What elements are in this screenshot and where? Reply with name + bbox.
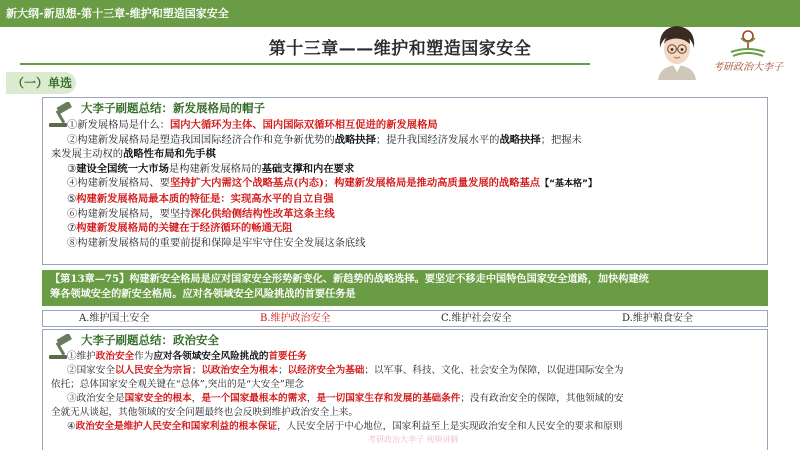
summary2-line-2: ②国家安全以人民安全为宗旨；以政治安全为根本；以经济安全为基础；以军事、科技、文化、社会安全为保障，以促进国际安全为 bbox=[67, 365, 624, 376]
brand-logo bbox=[703, 26, 793, 76]
summary2-line-3: 依托；总体国家安全观关键在“总体”,突出的是“大安全”理念 bbox=[51, 379, 304, 390]
summary-line-3: 来发展主动权的战略性布局和先手棋 bbox=[51, 148, 216, 161]
option-b-correct[interactable]: B.维护政治安全 bbox=[260, 313, 331, 324]
watermark: 考研政治大李子 视频讲解 bbox=[368, 435, 459, 444]
summary2-line-1: ①维护政治安全作为应对各领域安全风险挑战的首要任务 bbox=[67, 351, 307, 362]
option-d[interactable]: D.维护粮食安全 bbox=[622, 313, 693, 324]
question-line-2: 筹各领域安全的新安全格局。应对各领域安全风险挑战的首要任务是 bbox=[50, 288, 356, 300]
summary-line-2: ②构建新发展格局是塑造我国国际经济合作和竞争新优势的战略抉择；提升我国经济发展水平的战略抉择；把握未 bbox=[67, 133, 582, 146]
summary-title: 大李子刷题总结：政治安全 bbox=[81, 333, 219, 347]
breadcrumb: 新大纲-新思想-第十三章-维护和塑造国家安全 bbox=[6, 7, 229, 20]
option-a[interactable]: A.维护国土安全 bbox=[79, 313, 150, 324]
title-divider bbox=[20, 63, 590, 65]
summary2-line-4: ③政治安全是国家安全的根本，是一个国家最根本的需求，是一切国家生存和发展的基础条件；没有政治安全的保障，其他领域的安 bbox=[67, 393, 624, 404]
summary2-line-6: ④政治安全是维护人民安全和国家利益的根本保证，人民安全居于中心地位，国家利益至上是实现政治安全和人民安全的要求和原则 bbox=[67, 421, 623, 432]
summary2-line-5: 全就无从谈起，其他领域的安全问题最终也会反映到维护政治安全上来。 bbox=[51, 407, 358, 418]
answer-options bbox=[42, 310, 768, 327]
chapter-title: 第十三章——维护和塑造国家安全 bbox=[268, 39, 532, 59]
logo-text: 考研政治大李子 bbox=[713, 62, 783, 73]
summary-line-8: ⑦构建新发展格局的关键在于经济循环的畅通无阻 bbox=[67, 222, 293, 235]
teacher-avatar-icon bbox=[652, 22, 702, 80]
question-stem bbox=[42, 270, 768, 306]
gavel-icon bbox=[47, 102, 77, 128]
summary-line-1: ①新发展格局是什么：国内大循环为主体、国内国际双循环相互促进的新发展格局 bbox=[67, 119, 438, 131]
summary-line-6: ⑤构建新发展格局最本质的特征是：实现高水平的自立自强 bbox=[67, 192, 334, 205]
summary-line-9: ⑧构建新发展格局的重要前提和保障是牢牢守住安全发展这条底线 bbox=[67, 236, 366, 249]
section-label: （一）单选 bbox=[6, 72, 76, 94]
gavel-icon bbox=[47, 334, 77, 360]
summary-line-7: ⑥构建新发展格局，要坚持深化供给侧结构性改革这条主线 bbox=[67, 207, 335, 220]
summary-box-new-development-pattern bbox=[42, 97, 768, 265]
option-c[interactable]: C.维护社会安全 bbox=[441, 313, 512, 324]
summary-box-political-security bbox=[42, 329, 768, 450]
summary-title: 大李子刷题总结：新发展格局的帽子 bbox=[81, 101, 265, 115]
summary-line-4: ③建设全国统一大市场是构建新发展格局的基础支撑和内在要求 bbox=[67, 162, 355, 175]
question-line-1: 【第13章—75】构建新安全格局是应对国家安全形势新变化、新趋势的战略选择。要坚定不移走中国特色国家安全道路，加快构建统 bbox=[50, 273, 649, 285]
tree-book-logo-icon bbox=[703, 26, 793, 60]
summary-line-5: ④构建新发展格局、要坚持扩大内需这个战略基点(内态)；构建新发展格局是推动高质量发展的战略基点【“基本格”】 bbox=[67, 177, 597, 190]
